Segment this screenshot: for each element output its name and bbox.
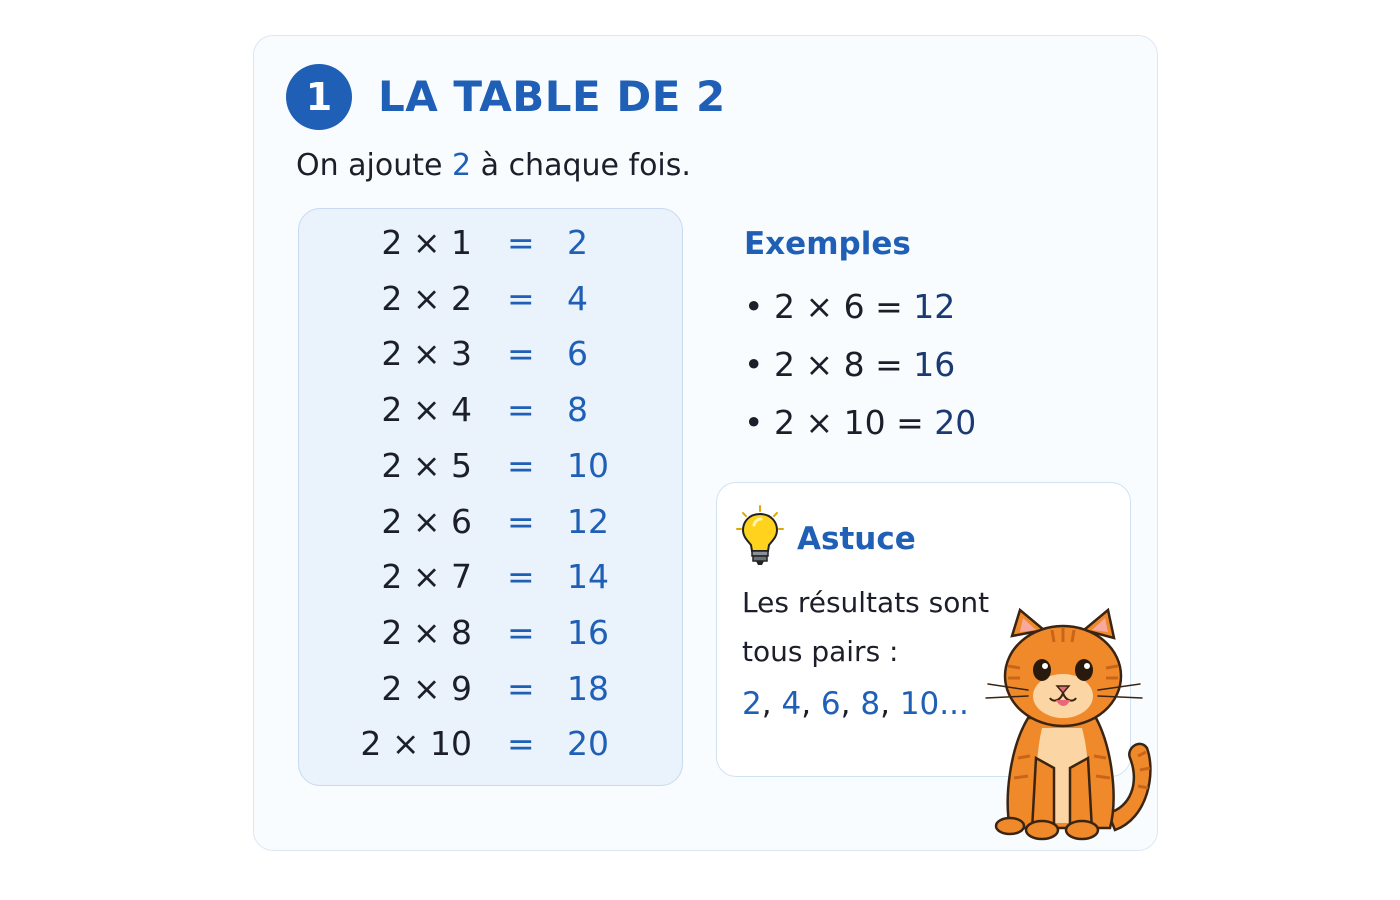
table-row: [299, 334, 682, 384]
multiplication-table: [298, 208, 683, 786]
table-row-result: 20: [567, 724, 609, 764]
table-row-expression: 2 × 2: [381, 278, 472, 318]
table-row-expression: 2 × 3: [381, 334, 472, 374]
example-bullet: •: [744, 287, 764, 326]
tip-separator: ,: [761, 686, 782, 722]
table-row: [299, 223, 682, 273]
table-row: [299, 446, 682, 496]
table-row-result: 4: [567, 278, 588, 318]
table-row-expression: 2 × 7: [381, 557, 472, 597]
tip-separator: ,: [801, 686, 821, 722]
table-row: [299, 669, 682, 719]
table-row: [299, 390, 682, 440]
table-row-result: 8: [567, 390, 588, 430]
tip-title: Astuce: [797, 521, 916, 557]
example-item: [744, 403, 976, 442]
table-row-equals: =: [507, 334, 535, 374]
lesson-title: LA TABLE DE 2: [378, 72, 726, 121]
example-bullet: •: [744, 403, 764, 442]
example-result: 16: [913, 345, 956, 384]
tip-separator: ,: [880, 686, 900, 722]
tip-text-line-2: tous pairs :: [742, 635, 899, 668]
example-expression: 2 × 8 =: [773, 345, 903, 384]
example-result: 12: [913, 287, 956, 326]
table-row-result: 12: [567, 501, 609, 541]
table-row-equals: =: [507, 223, 535, 262]
tip-number: 6: [820, 686, 841, 722]
table-row-result: 6: [567, 334, 588, 374]
subtitle-highlight: 2: [452, 148, 472, 183]
examples-title: Exemples: [744, 226, 911, 262]
subtitle-text-before: On ajoute: [296, 148, 453, 183]
table-row-expression: 2 × 8: [381, 612, 472, 652]
example-item: [744, 345, 955, 384]
table-row-equals: =: [507, 612, 535, 652]
table-row-expression: 2 × 1: [381, 223, 472, 262]
tip-even-numbers: [742, 686, 969, 722]
example-item: [744, 287, 955, 326]
table-row-equals: =: [507, 724, 535, 764]
table-row: [299, 502, 682, 552]
example-bullet: •: [744, 345, 764, 384]
cat-illustration: [980, 608, 1155, 843]
table-row-result: 10: [567, 445, 609, 485]
subtitle-text-after: à chaque fois.: [471, 148, 691, 183]
table-row-expression: 2 × 9: [381, 668, 472, 708]
table-row-equals: =: [507, 278, 535, 318]
table-row: [299, 279, 682, 329]
table-row-equals: =: [507, 390, 535, 430]
table-row-expression: 2 × 6: [381, 501, 472, 541]
tip-text-line-1: Les résultats sont: [742, 586, 990, 619]
lightbulb-icon: [735, 505, 785, 567]
lesson-subtitle: [296, 148, 691, 183]
table-row-expression: 2 × 10: [360, 724, 472, 764]
table-row: [299, 557, 682, 607]
tip-number: 10: [899, 686, 940, 722]
table-row-result: 14: [567, 557, 609, 597]
tip-separator: ,: [840, 686, 861, 722]
table-row-expression: 2 × 5: [381, 445, 472, 485]
table-row: [299, 613, 682, 663]
lesson-number-badge: 1: [286, 64, 352, 130]
table-row-result: 18: [567, 668, 609, 708]
example-expression: 2 × 10 =: [773, 403, 924, 442]
tip-number: 8: [860, 686, 881, 722]
tip-ellipsis: ...: [939, 686, 969, 722]
tip-number: 4: [781, 686, 802, 722]
table-row-equals: =: [507, 445, 535, 485]
table-row-equals: =: [507, 501, 535, 541]
table-row-equals: =: [507, 668, 535, 708]
table-row-result: 2: [567, 223, 588, 262]
table-row-expression: 2 × 4: [381, 390, 472, 430]
table-row-equals: =: [507, 557, 535, 597]
tip-number: 2: [742, 686, 762, 722]
table-row-result: 16: [567, 612, 609, 652]
example-result: 20: [934, 403, 977, 442]
example-expression: 2 × 6 =: [773, 287, 903, 326]
table-row: [299, 724, 682, 774]
